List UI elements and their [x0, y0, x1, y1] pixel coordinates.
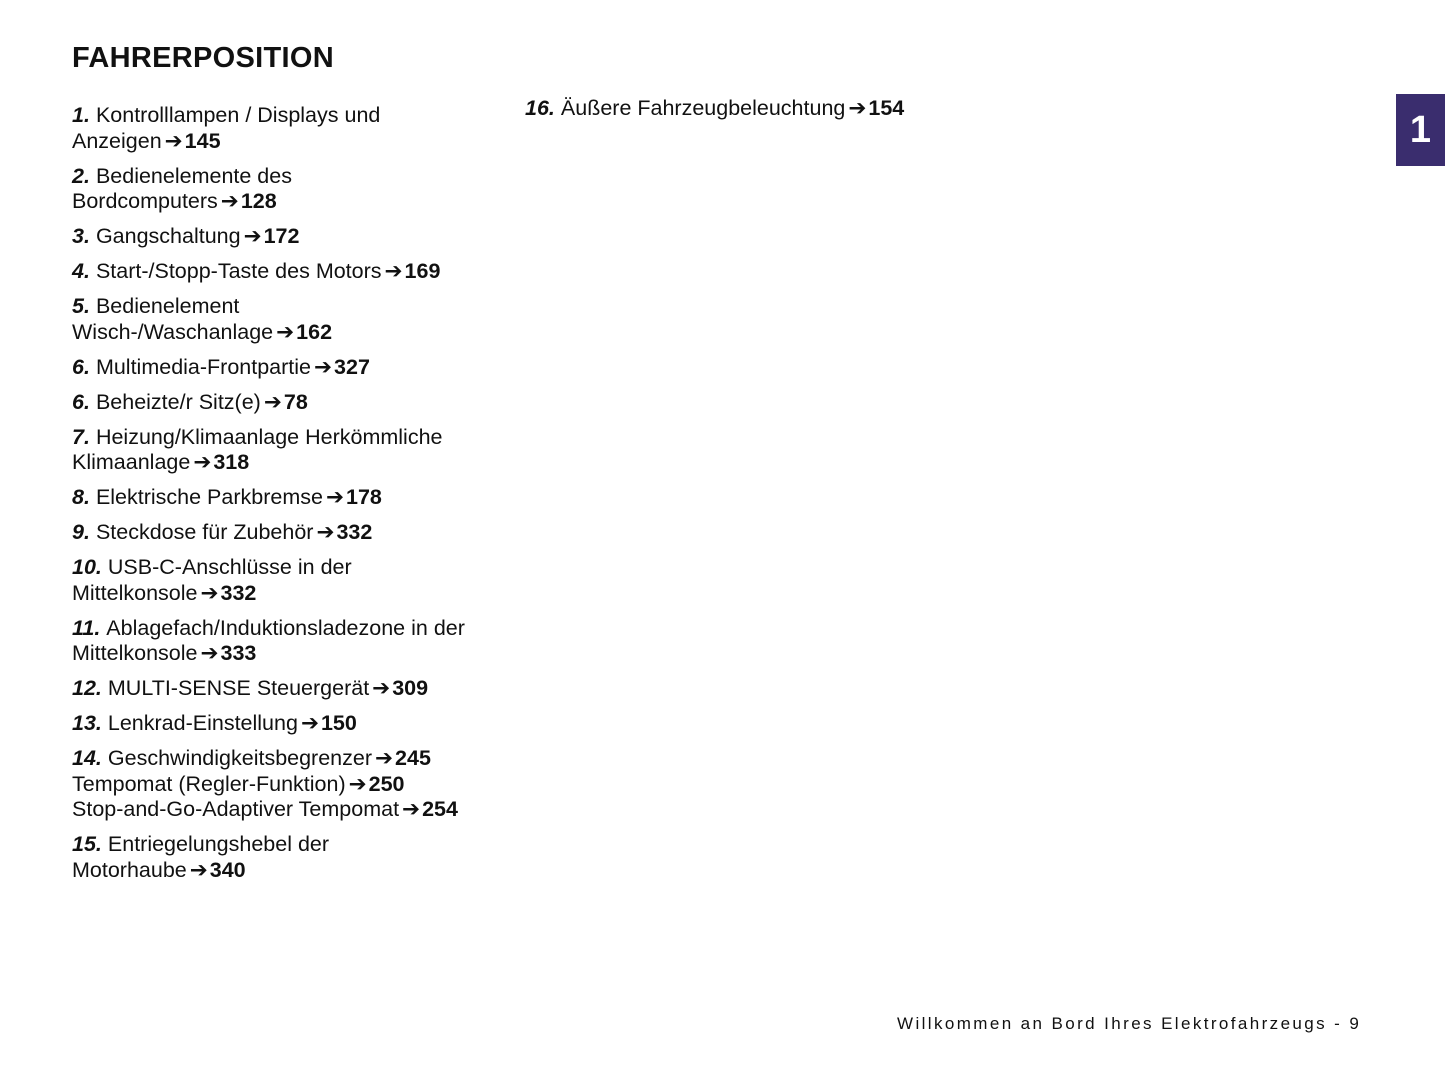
item-number: 6.	[72, 389, 90, 414]
page-reference-link[interactable]: 318	[213, 450, 250, 474]
item-label: Steckdose für Zubehör	[95, 520, 314, 544]
item-label: Gangschaltung	[95, 224, 241, 248]
item-number: 16.	[525, 96, 555, 120]
list-item	[72, 520, 472, 546]
arrow-right-icon: ➔	[243, 224, 262, 248]
item-label: Beheizte/r Sitz(e)	[95, 389, 261, 414]
arrow-right-icon: ➔	[402, 797, 421, 821]
list-item	[72, 164, 472, 215]
page-reference-link[interactable]: 154	[868, 96, 905, 120]
list-item	[72, 676, 472, 702]
arrow-right-icon: ➔	[316, 520, 335, 544]
item-number: 10.	[72, 555, 102, 579]
arrow-right-icon: ➔	[200, 580, 219, 605]
page-reference-link[interactable]: 245	[395, 746, 431, 770]
left-column	[72, 103, 472, 893]
arrow-right-icon: ➔	[263, 389, 282, 414]
item-number: 12.	[72, 676, 102, 700]
item-number: 13.	[72, 711, 102, 735]
arrow-right-icon: ➔	[348, 771, 367, 796]
item-number: 3.	[72, 224, 90, 248]
item-label: Entriegelungshebel der Motorhaube	[72, 832, 330, 882]
page-reference-link[interactable]: 333	[220, 641, 257, 665]
right-column	[525, 96, 925, 131]
item-number: 5.	[72, 294, 90, 318]
list-item	[525, 96, 925, 122]
page-footer: Willkommen an Bord Ihres Elektrofahrzeugs - 9	[897, 1014, 1362, 1033]
arrow-right-icon: ➔	[384, 259, 403, 283]
list-item	[72, 616, 472, 667]
page-reference-link[interactable]: 327	[334, 354, 370, 379]
page-reference-link[interactable]: 178	[345, 485, 382, 509]
item-number: 7.	[72, 424, 90, 449]
page-reference-link[interactable]: 150	[320, 711, 357, 735]
chapter-tab: 1	[1396, 94, 1445, 166]
page-reference-link[interactable]: 340	[209, 857, 246, 882]
arrow-right-icon: ➔	[164, 128, 183, 153]
list-item	[72, 746, 472, 823]
item-label: Äußere Fahrzeugbeleuchtung	[560, 96, 846, 120]
page-title: FAHRERPOSITION	[72, 42, 334, 74]
arrow-right-icon: ➔	[314, 354, 333, 379]
item-label: Geschwindigkeitsbegrenzer	[107, 746, 373, 770]
item-label: Bedienelemente des Bordcomputers	[72, 163, 292, 213]
list-item	[72, 355, 472, 381]
arrow-right-icon: ➔	[276, 319, 295, 344]
item-label: Elektrische Parkbremse	[95, 485, 323, 509]
item-number: 15.	[72, 832, 102, 856]
item-label: Bedienelement Wisch-/Waschanlage	[72, 294, 274, 344]
item-label: Stop-and-Go-Adaptiver Tempomat	[72, 797, 400, 821]
item-number: 1.	[72, 103, 90, 127]
item-label: Heizung/Klimaanlage Herkömmliche Klimaanlage	[72, 424, 443, 474]
item-label: Kontrolllampen / Displays und Anzeigen	[72, 103, 381, 153]
page-reference-link[interactable]: 78	[283, 389, 308, 414]
list-item	[72, 224, 472, 250]
list-item	[72, 555, 472, 606]
item-label: USB-C-Anschlüsse in der Mittelkonsole	[72, 555, 352, 605]
item-label: Ablagefach/Induktionsladezone in der Mittelkonsole	[72, 615, 465, 665]
arrow-right-icon: ➔	[848, 96, 867, 120]
page-reference-link[interactable]: 332	[220, 580, 257, 605]
arrow-right-icon: ➔	[193, 450, 212, 474]
list-item	[72, 425, 472, 476]
item-label: Tempomat (Regler-Funktion)	[72, 771, 346, 796]
item-number: 8.	[72, 485, 90, 509]
arrow-right-icon: ➔	[375, 746, 394, 770]
list-item	[72, 832, 472, 883]
item-number: 2.	[72, 163, 90, 188]
list-item	[72, 259, 472, 285]
arrow-right-icon: ➔	[325, 485, 344, 509]
item-number: 14.	[72, 746, 102, 770]
item-number: 11.	[72, 615, 101, 640]
arrow-right-icon: ➔	[372, 676, 391, 700]
page-reference-link[interactable]: 172	[263, 224, 300, 248]
item-label: MULTI-SENSE Steuergerät	[107, 676, 370, 700]
list-item	[72, 485, 472, 511]
list-item	[72, 294, 472, 345]
page-reference-link[interactable]: 128	[240, 189, 277, 213]
list-item	[72, 711, 472, 737]
arrow-right-icon: ➔	[300, 711, 319, 735]
item-label: Multimedia-Frontpartie	[95, 354, 312, 379]
item-number: 9.	[72, 520, 90, 544]
page-reference-link[interactable]: 250	[368, 771, 405, 796]
page-reference-link[interactable]: 169	[404, 259, 441, 283]
item-number: 4.	[72, 259, 90, 283]
arrow-right-icon: ➔	[189, 857, 208, 882]
page-reference-link[interactable]: 254	[422, 797, 458, 821]
page-reference-link[interactable]: 309	[392, 676, 429, 700]
item-label: Lenkrad-Einstellung	[107, 711, 298, 735]
page-reference-link[interactable]: 145	[184, 128, 221, 153]
page-reference-link[interactable]: 162	[296, 319, 333, 344]
page-reference-link[interactable]: 332	[336, 520, 373, 544]
list-item	[72, 103, 472, 154]
list-item	[72, 390, 472, 416]
item-number: 6.	[72, 354, 90, 379]
item-label: Start-/Stopp-Taste des Motors	[95, 259, 382, 283]
arrow-right-icon: ➔	[220, 189, 239, 213]
arrow-right-icon: ➔	[200, 641, 219, 665]
